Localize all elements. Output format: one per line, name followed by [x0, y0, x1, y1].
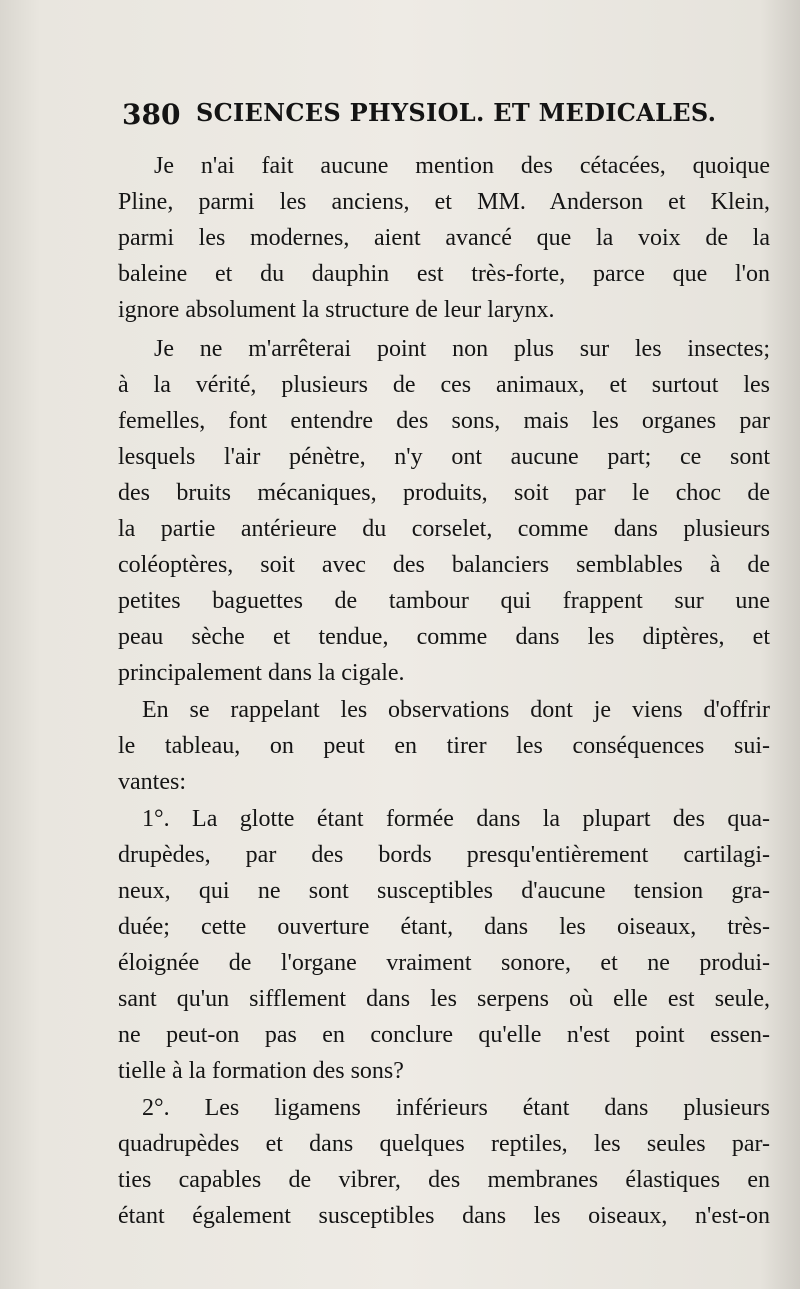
text-line: principalement dans la cigale. [118, 660, 405, 686]
text-line: petites baguettes de tambour qui frappent sur une [118, 588, 770, 614]
text-line: duée; cette ouverture étant, dans les oiseaux, très- [118, 914, 770, 940]
text-line: ne peut-on pas en conclure qu'elle n'est point essen- [118, 1022, 770, 1048]
text-line: coléoptères, soit avec des balanciers semblables à de [118, 552, 770, 578]
text-line: drupèdes, par des bords presqu'entièrement cartilagi- [118, 842, 770, 868]
text-line: des bruits mécaniques, produits, soit par le choc de [118, 480, 770, 506]
text-line: vantes: [118, 769, 186, 795]
text-line: ignore absolument la structure de leur larynx. [118, 297, 555, 323]
text-line: parmi les modernes, aient avancé que la voix de la [118, 225, 770, 251]
text-line: le tableau, on peut en tirer les conséquences sui- [118, 733, 770, 759]
text-line: la partie antérieure du corselet, comme dans plusieurs [118, 516, 770, 542]
text-line: tielle à la formation des sons? [118, 1058, 404, 1084]
text-line: ties capables de vibrer, des membranes élastiques en [118, 1167, 770, 1193]
text-line: à la vérité, plusieurs de ces animaux, et surtout les [118, 372, 770, 398]
page-number: 380 [122, 98, 181, 131]
text-line: 1°. La glotte étant formée dans la plupart des qua- [142, 806, 770, 832]
text-line: peau sèche et tendue, comme dans les diptères, et [118, 624, 770, 650]
text-line: neux, qui ne sont susceptibles d'aucune tension gra- [118, 878, 770, 904]
text-line: Je n'ai fait aucune mention des cétacées, quoique [154, 153, 770, 179]
text-line: femelles, font entendre des sons, mais les organes par [118, 408, 770, 434]
text-line: lesquels l'air pénètre, n'y ont aucune part; ce sont [118, 444, 770, 470]
text-line: sant qu'un sifflement dans les serpens où elle est seule, [118, 986, 770, 1012]
text-line: Pline, parmi les anciens, et MM. Anderson et Klein, [118, 189, 770, 215]
text-line: baleine et du dauphin est très-forte, parce que l'on [118, 261, 770, 287]
text-line: Je ne m'arrêterai point non plus sur les insectes; [154, 336, 770, 362]
text-line: 2°. Les ligamens inférieurs étant dans plusieurs [142, 1095, 770, 1121]
text-line: étant également susceptibles dans les oiseaux, n'est-on [118, 1203, 770, 1229]
running-head: SCIENCES PHYSIOL. ET MEDICALES. [196, 98, 717, 127]
text-line: En se rappelant les observations dont je viens d'offrir [142, 697, 770, 723]
text-line: éloignée de l'organe vraiment sonore, et ne produi- [118, 950, 770, 976]
text-line: quadrupèdes et dans quelques reptiles, les seules par- [118, 1131, 770, 1157]
